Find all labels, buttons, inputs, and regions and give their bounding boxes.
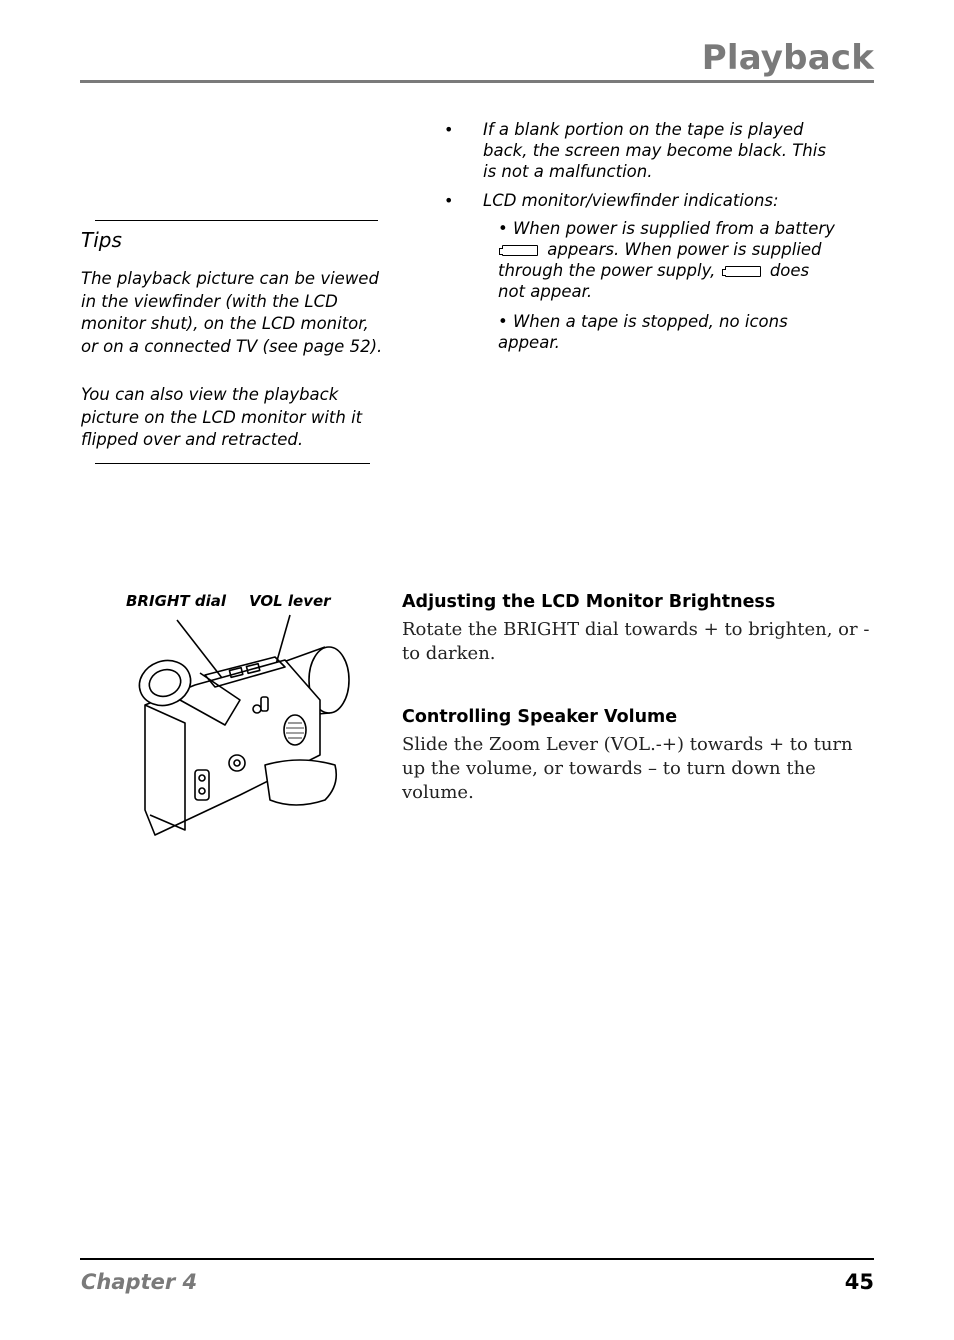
battery-icon <box>725 266 761 277</box>
footer-rule <box>80 1258 874 1260</box>
note-lcd-indications: LCD monitor/viewfinder indications: <box>483 191 779 210</box>
chapter-label: Chapter 4 <box>81 1270 198 1294</box>
sub-note-power-b: appears. When power is supplied through the power supply, <box>498 240 822 280</box>
section-heading-brightness: Adjusting the LCD Monitor Brightness <box>402 592 776 612</box>
section-heading-volume: Controlling Speaker Volume <box>402 707 678 727</box>
page-number: 45 <box>844 1270 874 1294</box>
sub-note-power-a: • When power is supplied from a battery <box>498 219 835 238</box>
sub-note-stopped: • When a tape is stopped, no icons appear. <box>498 312 788 352</box>
battery-icon <box>502 245 538 256</box>
tips-paragraph-2: You can also view the playback picture on the LCD monitor with it flipped over and retracted. <box>81 385 363 449</box>
bullet-marker: • <box>444 191 454 210</box>
note-blank-tape: If a blank portion on the tape is played back, the screen may become black. This is not a malfunction. <box>483 120 826 181</box>
sub-note-power <box>498 218 838 302</box>
tips-bottom-rule <box>95 463 370 464</box>
camcorder-icon <box>125 605 360 845</box>
bullet-marker: • <box>444 120 454 139</box>
bright-dial-label: BRIGHT dial <box>126 592 227 610</box>
section-body-volume: Slide the Zoom Lever (VOL.-+) towards + to turn up the volume, or towards – to turn down the volume. <box>402 734 853 803</box>
section-body-brightness: Rotate the BRIGHT dial towards + to brighten, or - to darken. <box>402 619 870 664</box>
sub-note-power-c: does not appear. <box>498 261 810 301</box>
vol-lever-label: VOL lever <box>249 592 331 610</box>
header-rule <box>80 80 874 83</box>
tips-heading: Tips <box>81 228 122 252</box>
tips-top-rule <box>95 220 378 221</box>
page-title: Playback <box>701 38 874 78</box>
tips-paragraph-1: The playback picture can be viewed in the viewfinder (with the LCD monitor shut), on the LCD monitor, or on a connected TV (see page 52). <box>81 269 383 356</box>
